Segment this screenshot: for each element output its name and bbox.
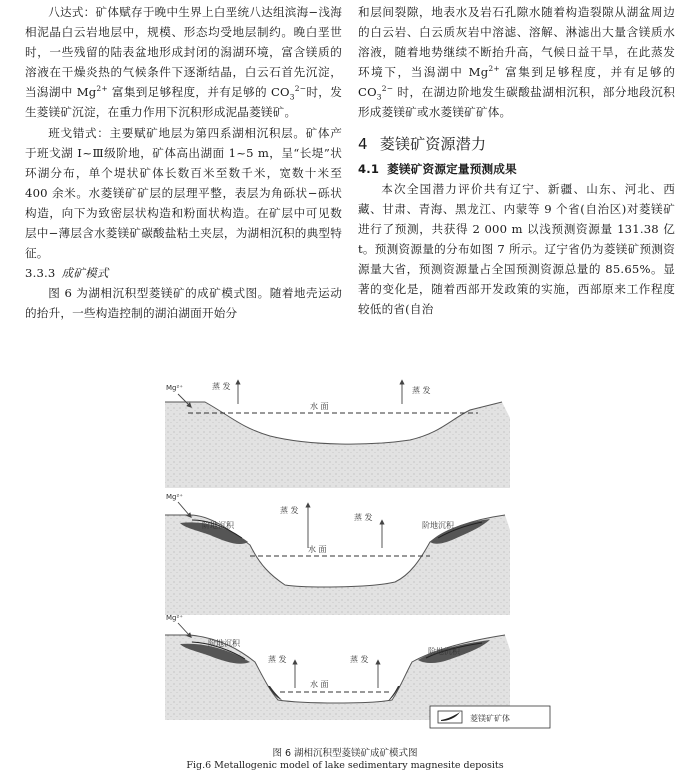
paragraph-prediction: 本次全国潜力评价共有辽宁、新疆、山东、河北、西藏、甘肃、青海、黑龙江、内蒙等 9 个省(自治区)对菱镁矿进行了预测，共获得 2 000 m 以浅预测资源量 131.38 亿 t。预测资源量的分布如图 7 所示。辽宁省仍为菱镁矿预测资源量大省，预测资源量占全国预测资源总量的 85.65%。显著的变化是，随着西部开发政策的实施，西部原来工作程度较低的省(自治 (358, 181, 675, 317)
evaporation-label: 蒸 发 (212, 382, 231, 391)
water-surface-label: 水 面 (308, 545, 327, 554)
left-column (25, 2, 342, 323)
section-number: 4 (358, 134, 368, 153)
legend-label: 菱镁矿矿体 (470, 714, 510, 723)
terrace-deposit-label: 阶地沉积 (208, 639, 240, 648)
right-column (358, 2, 675, 319)
evaporation-label: 蒸 发 (412, 386, 431, 395)
mg-input-arrow (178, 623, 190, 636)
water-surface-label: 水 面 (310, 680, 329, 689)
mg-input-arrow (178, 502, 190, 516)
stage-2-basin (165, 502, 510, 615)
section-heading-3-3-3 (25, 263, 342, 283)
mg-label: Mg²⁺ (166, 384, 183, 392)
figure-metallogenic-model (130, 370, 570, 742)
stage-1-basin (165, 382, 510, 488)
terrace-deposit-label: 阶地沉积 (428, 647, 460, 656)
section-number: 3.3.3 (25, 266, 56, 281)
section-title: 菱镁矿资源潜力 (379, 134, 487, 153)
section-number: 4.1 (358, 161, 380, 176)
section-heading-4 (358, 132, 675, 156)
terrace-deposit-label: 阶地沉积 (422, 521, 454, 530)
section-title: 成矿模式 (61, 266, 109, 281)
model-diagram (130, 370, 570, 742)
evaporation-label: 蒸 发 (268, 655, 287, 664)
paragraph-model: 图 6 为湖相沉积型菱镁矿的成矿模式图。随着地壳运动的抬升，一些构造控制的湖泊湖面开始分 (25, 286, 342, 321)
section-title: 菱镁矿资源定量预测成果 (387, 161, 517, 176)
figure-caption-en: Fig.6 Metallogenic model of lake sedimentary magnesite deposits (186, 760, 504, 771)
paragraph-continuation: 和层间裂隙，地表水及岩石孔隙水随着构造裂隙从湖盆周边的白云岩、白云质灰岩中溶滤、溶解、淋滤出大量含镁质水溶液，随着地势继续不断抬升高，气候日益干旱，在此蒸发环境下，当潟湖中 $Mg^{2+}$ 富集到足够程度，并有足够的 $CO_3^{2-}$ 时，在湖边阶地发生碳酸盐湖相沉积，部分地段沉积形成菱镁矿或水菱镁矿矿体。 (358, 5, 675, 120)
paragraph-bangecuo-type: 班戈错式：主要赋矿地层为第四系湖相沉积层。矿体产于班戈湖 Ⅰ~Ⅲ级阶地，矿体高出湖面 1~5 m，呈“长堤”状环湖分布，单个堤状矿体长数百米至数千米，宽数十米至 400 余米。水菱镁矿矿层的层理平整，表层为角砾状−砾状构造，向下为致密层状构造和粉面状构造。在矿层中可见数层中−薄层含水菱镁矿碳酸盐粘土夹层，为湖相沉积的典型特征。 (25, 125, 342, 261)
figure-caption-cn: 图 6 湖相沉积型菱镁矿成矿模式图 (272, 748, 418, 759)
water-surface-label: 水 面 (310, 402, 329, 411)
mg-label: Mg²⁺ (166, 493, 183, 501)
evaporation-label: 蒸 发 (280, 506, 299, 515)
evaporation-label: 蒸 发 (350, 655, 369, 664)
terrace-deposit-label: 阶地沉积 (202, 521, 234, 530)
paragraph-bada-type: 八达式：矿体赋存于晚中生界上白垩统八达组滨海−浅海相泥晶白云岩地层中，规模、形态均受地层制约。晚白垩世时，一些残留的陆表盆地形成封闭的潟湖环境，富含镁质的溶液在干燥炎热的气候条件下逐渐结晶，白云石首先沉淀，当潟湖中 $Mg^{2+}$ 富集到足够程度，并有足够的 $CO_3^{2-}$时，发生菱镁矿沉淀，在重力作用下沉积形成泥晶菱镁矿。 (25, 5, 342, 120)
section-heading-4-1 (358, 159, 675, 179)
evaporation-label: 蒸 发 (354, 513, 373, 522)
mg-label: Mg²⁺ (166, 614, 183, 622)
